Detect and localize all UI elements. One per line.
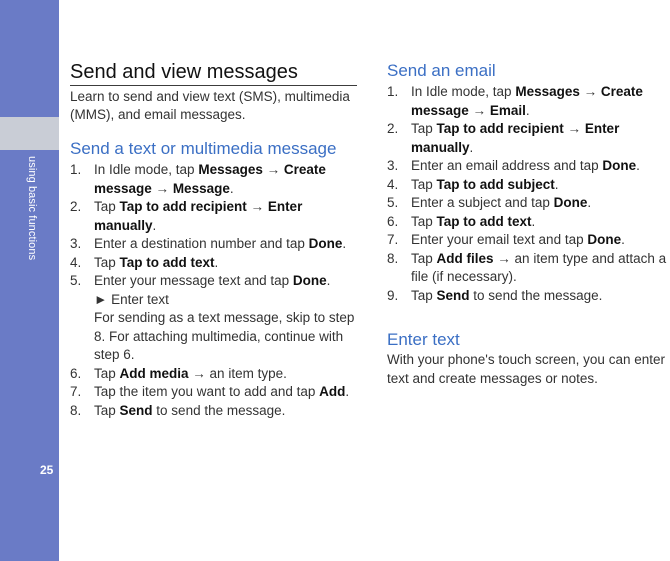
step-text: → (262, 162, 284, 177)
step-item (387, 83, 670, 120)
step-text: → (151, 180, 173, 196)
step-text: . (587, 195, 592, 210)
step-item (70, 161, 358, 198)
ui-term: Add (319, 384, 346, 399)
ui-term: Tap to add recipient (119, 199, 247, 214)
step-text: . (326, 273, 331, 288)
ui-term: Messages (515, 84, 580, 99)
step-text: → an item type. (188, 365, 287, 381)
step-text: Tap (411, 250, 437, 266)
ui-term: Add files (436, 250, 494, 266)
step-text: → (246, 199, 268, 214)
step-number: 1. (70, 162, 82, 177)
step-number: 4. (70, 254, 82, 270)
step-item (387, 176, 670, 195)
step-text: . (531, 213, 536, 229)
step-number: 8. (70, 402, 82, 418)
ui-term: Tap to add subject (436, 176, 555, 192)
step-text: . (342, 236, 347, 251)
ui-term: Done (292, 273, 327, 288)
step-item (387, 194, 670, 213)
step-number: 2. (70, 199, 82, 214)
step-text: . (469, 139, 474, 155)
ui-term: Send (119, 402, 153, 418)
step-text: . (152, 217, 157, 233)
step-item (70, 254, 358, 273)
step-number: 1. (387, 84, 399, 99)
step-item (70, 272, 358, 291)
step-item (387, 120, 670, 157)
step-number: 8. (387, 250, 399, 266)
step-note: For sending as a text message, skip to step 8. For attaching multimedia, continue with step 6. (94, 310, 355, 362)
sidebar-tab-marker (0, 117, 59, 150)
step-number: 9. (387, 287, 399, 303)
step-number: 5. (70, 273, 82, 288)
step-text: Enter your message text and tap (94, 273, 293, 288)
step-text: Enter a destination number and tap (94, 236, 309, 251)
step-item (387, 157, 670, 176)
step-text: . (554, 176, 559, 192)
ui-term: Tap to add text (436, 213, 532, 229)
ui-term: Done (587, 232, 622, 247)
step-number: 3. (387, 158, 399, 173)
ui-term: Tap to add recipient (436, 121, 564, 136)
step-text: Tap the item you want to add and tap (94, 384, 320, 399)
step-item (70, 383, 358, 402)
step-note: ► Enter text (94, 291, 169, 307)
step-text: . (345, 384, 350, 399)
step-text: . (636, 158, 640, 173)
step-number: 2. (387, 121, 399, 136)
section-title-email: Send an email (387, 61, 496, 80)
step-text: . (621, 232, 625, 247)
sidebar (0, 0, 59, 561)
step-item (70, 402, 358, 421)
step-number: 7. (70, 384, 82, 399)
step-item (70, 198, 358, 235)
step-number: 6. (70, 365, 82, 381)
step-item (387, 231, 670, 250)
step-text: → (468, 102, 490, 118)
step-text: Tap (411, 213, 437, 229)
ui-term: Enter manually (94, 199, 303, 233)
step-text: Tap (94, 254, 120, 270)
step-number: 4. (387, 176, 399, 192)
page-number: 25 (40, 463, 54, 477)
step-item (387, 250, 670, 287)
ui-term: Enter manually (411, 121, 620, 155)
ui-term: Send (436, 287, 470, 303)
ui-term: Message (172, 180, 230, 196)
page-title: Send and view messages (70, 60, 357, 86)
section-title-sms: Send a text or multimedia message (70, 139, 337, 158)
sms-steps-list (70, 161, 358, 420)
step-text: Tap (411, 121, 437, 136)
step-text: Tap (94, 365, 120, 381)
step-item (387, 287, 670, 306)
section-title-enter-text: Enter text (387, 330, 460, 349)
step-text: to send the message. (469, 287, 603, 303)
step-text: Tap (411, 287, 437, 303)
step-text: Tap (94, 402, 120, 418)
step-number: 7. (387, 232, 399, 247)
step-number: 6. (387, 213, 399, 229)
chapter-label: using basic functions (26, 156, 38, 261)
ui-term: Messages (198, 162, 263, 177)
step-text: Tap (94, 199, 120, 214)
step-text: Enter your email text and tap (411, 232, 588, 247)
step-text: . (525, 102, 530, 118)
step-item (70, 235, 358, 254)
step-text: → (579, 84, 601, 99)
step-number: 5. (387, 195, 399, 210)
ui-term: Create message (411, 84, 643, 118)
step-text: → (563, 121, 585, 136)
step-text: . (229, 180, 234, 196)
step-text: → an item type and attach a file (if necessary). (411, 250, 667, 284)
step-number: 3. (70, 236, 82, 251)
intro-paragraph: Learn to send and view text (SMS), multimedia (MMS), and email messages. (70, 89, 350, 122)
email-steps-list (387, 83, 670, 305)
ui-term: Done (308, 236, 343, 251)
ui-term: Create message (94, 162, 326, 196)
step-text: Enter a subject and tap (411, 195, 554, 210)
step-item (70, 365, 358, 384)
step-text: . (214, 254, 219, 270)
ui-term: Add media (119, 365, 189, 381)
ui-term: Done (602, 158, 637, 173)
enter-text-paragraph: With your phone's touch screen, you can enter text and create messages or notes. (387, 352, 665, 386)
step-text: Enter an email address and tap (411, 158, 603, 173)
ui-term: Email (489, 102, 526, 118)
step-text: In Idle mode, tap (94, 162, 199, 177)
ui-term: Done (553, 195, 588, 210)
step-text: to send the message. (152, 402, 286, 418)
step-text: In Idle mode, tap (411, 84, 516, 99)
step-text: Tap (411, 176, 437, 192)
ui-term: Tap to add text (119, 254, 215, 270)
step-item (387, 213, 670, 232)
